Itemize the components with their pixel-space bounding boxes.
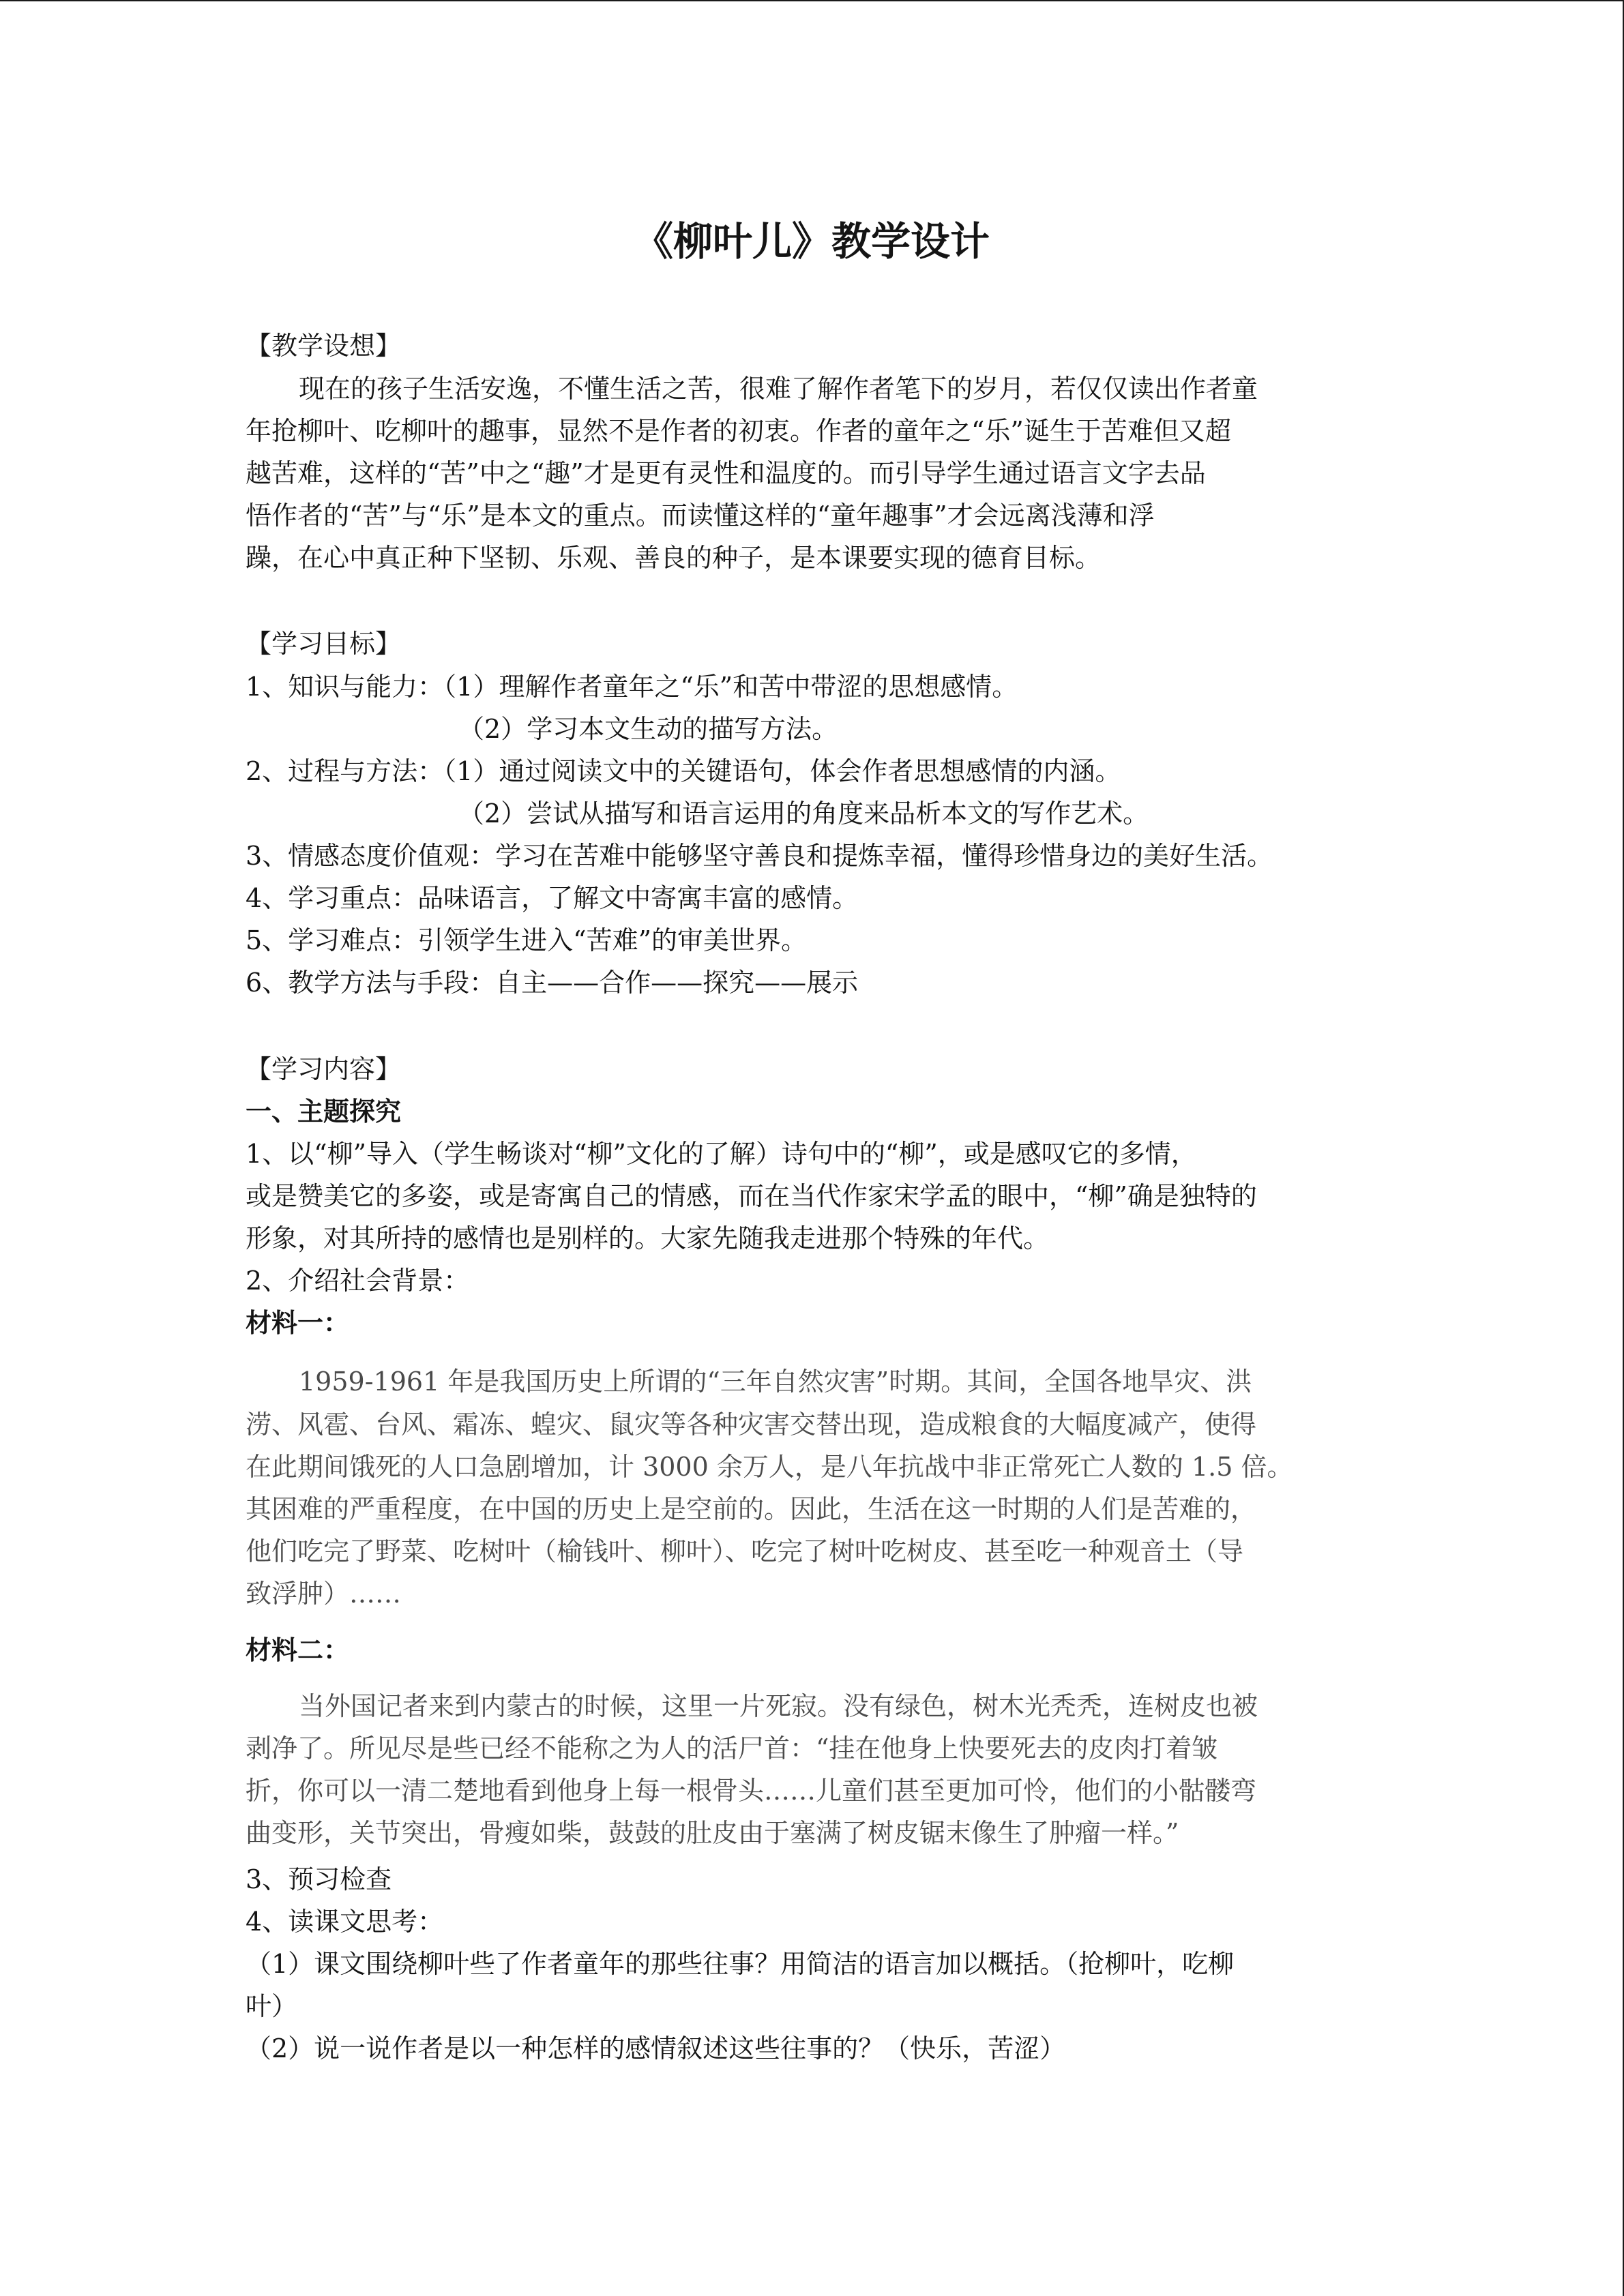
objective-item: 2、过程与方法：（1）通过阅读文中的关键语句，体会作者思想感情的内涵。 bbox=[246, 756, 1121, 786]
design-paragraph-line: 悟作者的“苦”与“乐”是本文的重点。而读懂这样的“童年趣事”才会远离浅薄和浮 bbox=[246, 501, 1155, 531]
design-paragraph-line: 越苦难，这样的“苦”中之“趣”才是更有灵性和温度的。而引导学生通过语言文字去品 bbox=[246, 458, 1206, 488]
material-two-line: 曲变形，关节突出，骨瘦如柴，鼓鼓的肚皮由于塞满了树皮锯末像生了肿瘤一样。” bbox=[246, 1818, 1179, 1848]
material-one-label: 材料一： bbox=[246, 1308, 350, 1338]
intro-paragraph-line: 1、以“柳”导入（学生畅谈对“柳”文化的了解）诗句中的“柳”，或是感叹它的多情， bbox=[246, 1139, 1197, 1169]
objective-item: 1、知识与能力：（1）理解作者童年之“乐”和苦中带涩的思想感情。 bbox=[246, 672, 1018, 702]
objective-item: 3、情感态度价值观：学习在苦难中能够坚守善良和提炼幸福，懂得珍惜身边的美好生活。 bbox=[246, 841, 1273, 871]
material-two-line: 当外国记者来到内蒙古的时候，这里一片死寂。没有绿色，树木光秃秃，连树皮也被 bbox=[299, 1691, 1258, 1721]
material-one-line: 致浮肿）…… bbox=[246, 1579, 402, 1609]
material-one-line: 在此期间饿死的人口急剧增加，计 3000 余万人，是八年抗战中非正常死亡人数的 1.5 倍。 bbox=[246, 1452, 1293, 1482]
question-line: （1）课文围绕柳叶些了作者童年的那些往事？用简洁的语言加以概括。（抢柳叶，吃柳 bbox=[246, 1949, 1235, 1979]
material-two-line: 剥净了。所见尽是些已经不能称之为人的活尸首：“挂在他身上快要死去的皮肉打着皱 bbox=[246, 1733, 1218, 1763]
page-title: 《柳叶儿》教学设计 bbox=[633, 218, 990, 265]
objective-item: （2）尝试从描写和语言运用的角度来品析本文的写作艺术。 bbox=[458, 799, 1149, 829]
material-two-label: 材料二： bbox=[246, 1635, 350, 1665]
intro-paragraph-line: 或是赞美它的多姿，或是寄寓自己的情感，而在当代作家宋学孟的眼中，“柳”确是独特的 bbox=[246, 1181, 1257, 1211]
material-one-line: 他们吃完了野菜、吃树叶（榆钱叶、柳叶）、吃完了树叶吃树皮、甚至吃一种观音土（导 bbox=[246, 1536, 1244, 1566]
section-heading-objectives: 【学习目标】 bbox=[246, 629, 402, 659]
background-heading: 2、介绍社会背景： bbox=[246, 1266, 470, 1296]
section-heading-design: 【教学设想】 bbox=[246, 331, 402, 361]
reading-questions-heading: 4、读课文思考： bbox=[246, 1907, 444, 1937]
subsection-heading-theme: 一、主题探究 bbox=[246, 1097, 402, 1127]
objective-item: 5、学习难点：引领学生进入“苦难”的审美世界。 bbox=[246, 925, 808, 955]
material-one-line: 涝、风雹、台风、霜冻、蝗灾、鼠灾等各种灾害交替出现，造成粮食的大幅度减产，使得 bbox=[246, 1410, 1257, 1440]
objective-item: （2）学习本文生动的描写方法。 bbox=[458, 714, 838, 744]
design-paragraph-line: 现在的孩子生活安逸，不懂生活之苦，很难了解作者笔下的岁月，若仅仅读出作者童 bbox=[299, 374, 1258, 404]
objective-item: 6、教学方法与手段：自主——合作——探究——展示 bbox=[246, 968, 859, 998]
material-two-line: 折，你可以一清二楚地看到他身上每一根骨头……儿童们甚至更加可怜，他们的小骷髅弯 bbox=[246, 1776, 1257, 1806]
question-line: （2）说一说作者是以一种怎样的感情叙述这些往事的？（快乐，苦涩） bbox=[246, 2033, 1066, 2063]
material-one-line: 其困难的严重程度，在中国的历史上是空前的。因此，生活在这一时期的人们是苦难的， bbox=[246, 1494, 1257, 1524]
section-heading-content: 【学习内容】 bbox=[246, 1054, 402, 1084]
preview-check-heading: 3、预习检查 bbox=[246, 1864, 392, 1894]
objective-item: 4、学习重点：品味语言，了解文中寄寓丰富的感情。 bbox=[246, 883, 859, 913]
material-one-line: 1959-1961 年是我国历史上所谓的“三年自然灾害”时期。其间，全国各地旱灾、洪 bbox=[299, 1367, 1252, 1397]
design-paragraph-line: 年抢柳叶、吃柳叶的趣事，显然不是作者的初衷。作者的童年之“乐”诞生于苦难但又超 bbox=[246, 416, 1231, 446]
design-paragraph-line: 躁，在心中真正种下坚韧、乐观、善良的种子，是本课要实现的德育目标。 bbox=[246, 543, 1102, 573]
question-line: 叶） bbox=[246, 1991, 298, 2021]
intro-paragraph-line: 形象，对其所持的感情也是别样的。大家先随我走进那个特殊的年代。 bbox=[246, 1223, 1050, 1253]
